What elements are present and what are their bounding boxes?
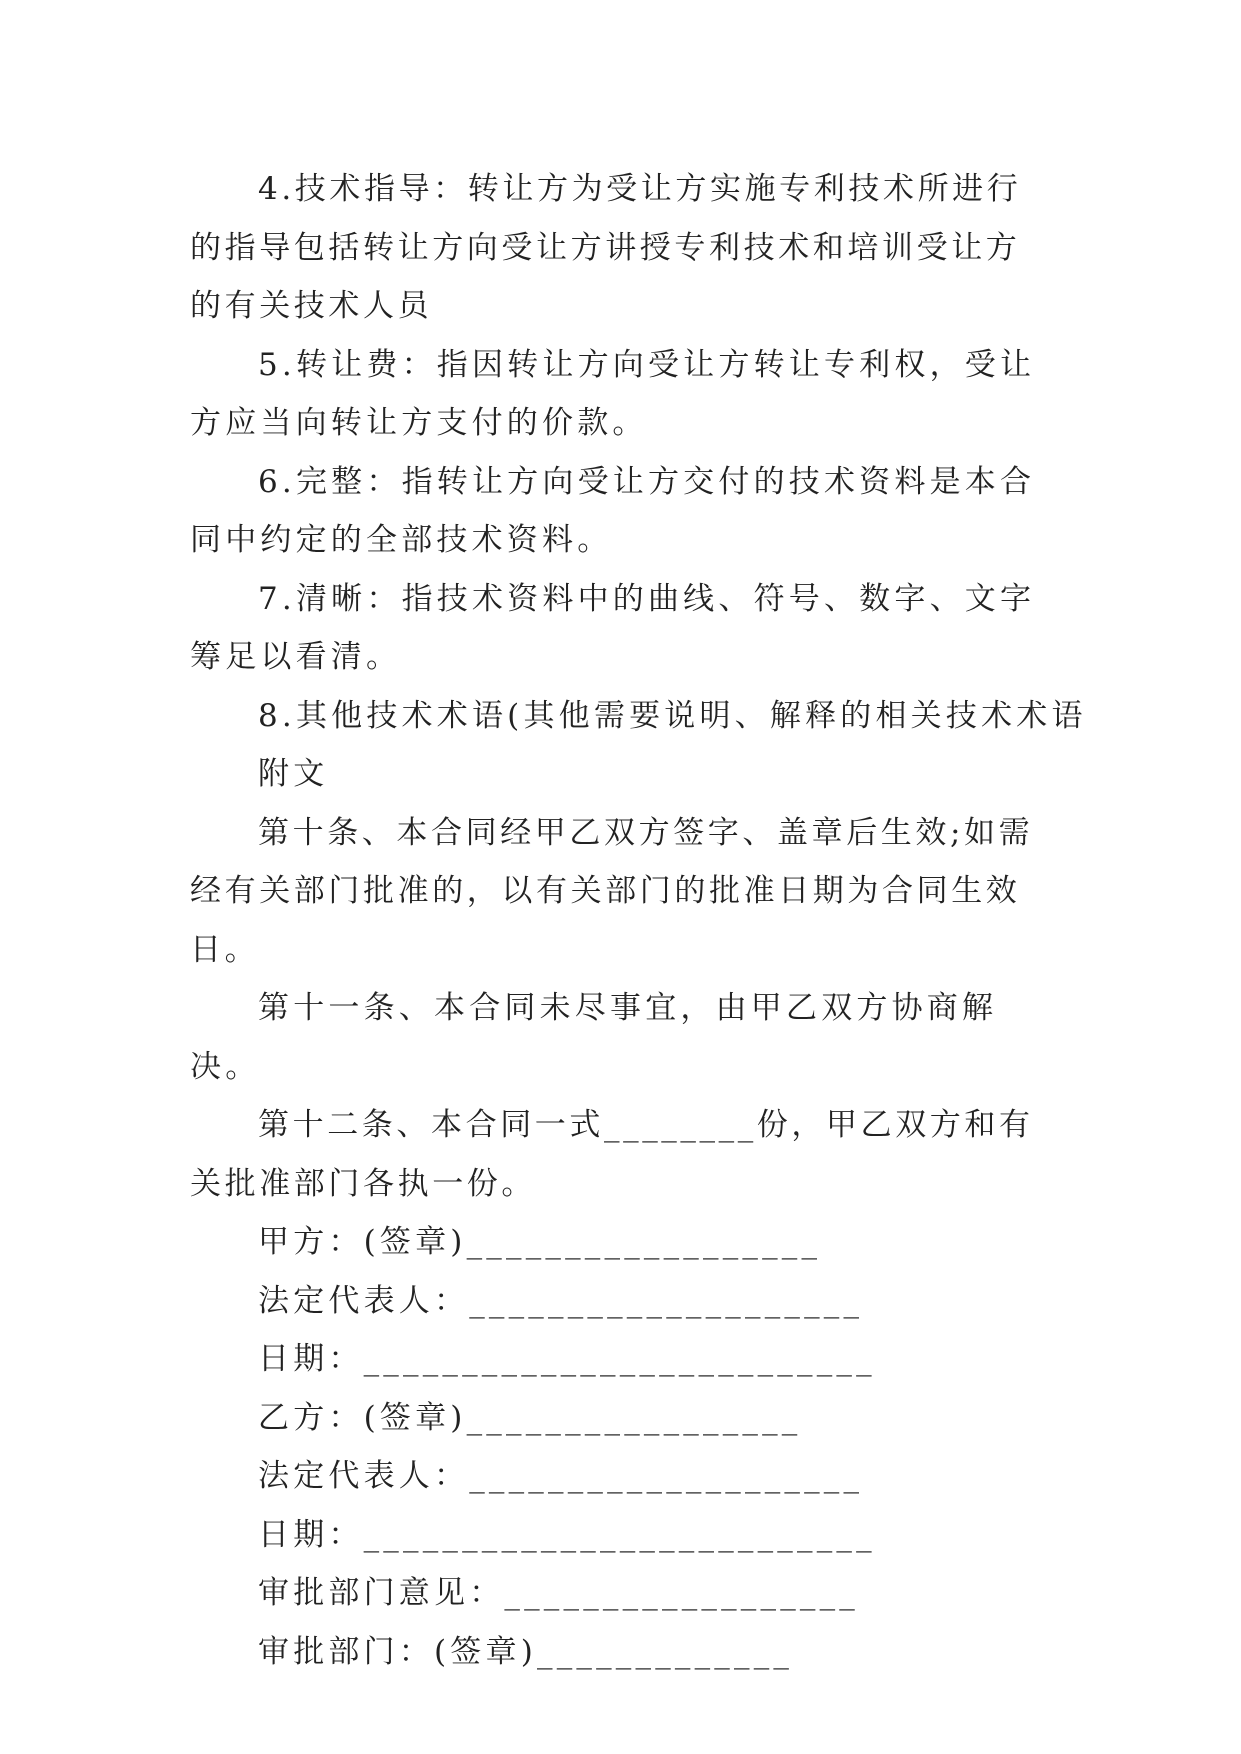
paragraph-technical-guidance: 4.技术指导：转让方为受让方实施专利技术所进行的指导包括转让方向受让方讲授专利技术和培训受让方的有关技术人员 bbox=[190, 171, 1022, 324]
paragraph-appendix: 附文 bbox=[258, 756, 329, 792]
paragraph-transfer-fee: 5.转让费：指因转让方向受让方转让专利权，受让方应当向转让方支付的价款。 bbox=[190, 346, 1036, 441]
document-body bbox=[190, 160, 1087, 1681]
paragraph-other-terms: 8.其他技术术语(其他需要说明、解释的相关技术术语 bbox=[258, 697, 1087, 734]
party-a-date-line: 日期：__________________________ bbox=[258, 1341, 876, 1377]
party-a-legal-representative-line: 法定代表人：____________________ bbox=[258, 1282, 864, 1319]
paragraph-article-12: 第十二条、本合同一式________份，甲乙双方和有关批准部门各执一份。 bbox=[190, 1107, 1034, 1202]
party-b-seal-line: 乙方：(签章)_________________ bbox=[258, 1399, 802, 1436]
paragraph-article-11: 第十一条、本合同未尽事宜，由甲乙双方协商解决。 bbox=[190, 990, 998, 1085]
paragraph-article-10: 第十条、本合同经甲乙双方签字、盖章后生效;如需经有关部门批准的，以有关部门的批准日期为合同生效日。 bbox=[190, 814, 1034, 968]
party-b-legal-representative-line: 法定代表人：____________________ bbox=[258, 1458, 864, 1494]
party-b-date-line: 日期：__________________________ bbox=[258, 1516, 876, 1553]
paragraph-completeness: 6.完整：指转让方向受让方交付的技术资料是本合同中约定的全部技术资料。 bbox=[190, 463, 1036, 558]
approval-department-seal-line: 审批部门：(签章)_____________ bbox=[258, 1633, 794, 1670]
party-a-seal-line: 甲方：(签章)__________________ bbox=[258, 1224, 822, 1260]
approval-opinion-line: 审批部门意见：__________________ bbox=[258, 1575, 859, 1611]
paragraph-clarity: 7.清晰：指技术资料中的曲线、符号、数字、文字筹足以看清。 bbox=[190, 580, 1036, 675]
